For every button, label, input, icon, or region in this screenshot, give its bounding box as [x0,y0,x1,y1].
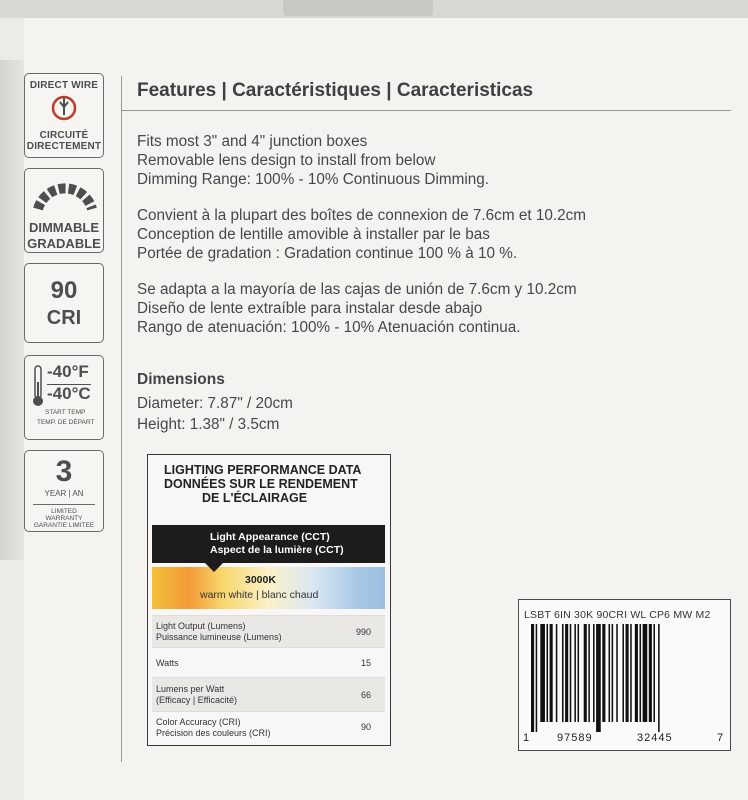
performance-title: LIGHTING PERFORMANCE DATA DONNÉES SUR LE RENDEMENT DE L'ÉCLAIRAGE [164,463,362,505]
wire-icon [49,93,79,123]
barcode-digit: 1 [523,732,530,744]
barcode-bar [588,624,590,722]
barcode-bar [626,624,629,722]
barcode-digit: 7 [717,732,724,744]
features-title: Features | Caractéristiques | Caracteristicas [137,80,534,101]
barcode-digit: 97589 [557,732,593,744]
dimensions-title: Dimensions [137,371,225,388]
diameter-text: Diameter: 7.87" / 20cm [137,395,293,412]
barcode-bar [531,624,534,732]
box-left-edge [0,60,24,560]
cct-value: 3000K [245,574,276,586]
barcode-bar [649,624,652,722]
barcode-bar [658,624,660,732]
start-temp-badge: -40°F -40°C START TEMP TEMP. DE DÉPART [24,355,104,440]
sku-text: LSBT 6IN 30K 90CRI WL CP6 MW M2 [524,609,711,621]
barcode-digit: 32445 [637,732,673,744]
direct-wire-badge: DIRECT WIRE CIRCUITÉ DIRECTEMENT [24,73,104,158]
features-english: Fits most 3" and 4" junction boxes Removable lens design to install from below Dimming Range: 100% - 10% Continuous Dimming. [137,133,489,188]
barcode-bar [609,624,611,722]
barcode-bar [596,624,601,732]
cct-description: warm white | blanc chaud [200,589,319,601]
cct-header-bar: Light Appearance (CCT) Aspect de la lumière (CCT) [152,525,385,563]
box-top-flap [283,0,433,16]
cri-badge: 90 CRI [24,263,104,343]
warranty-badge: 3 YEAR | AN LIMITED WARRANTY GARANTIE LIMITEE [24,450,104,532]
barcode-bar [593,624,595,722]
barcode-bar [578,624,580,722]
barcode-bar [635,624,638,722]
height-text: Height: 1.38" / 3.5cm [137,416,280,433]
barcode-bar [574,624,576,722]
barcode-bar [562,624,564,722]
table-row: Watts 15 [152,647,385,678]
barcode-bar [570,624,572,722]
barcode-bar [616,624,618,722]
features-french: Convient à la plupart des boîtes de connexion de 7.6cm et 10.2cm Conception de lentille amovible à installer par le bas Portée de gradation : Gradation continue 100 % à 10 %. [137,207,586,262]
barcode-label [518,599,731,751]
barcode-bar [640,624,642,722]
barcode-bar [547,624,549,722]
vertical-divider [121,76,122,762]
barcode-bar [630,624,632,722]
barcode-bar [556,624,558,722]
title-underline [121,110,731,111]
dimmable-badge: DIMMABLE GRADABLE [24,168,104,253]
performance-data-panel [147,454,391,746]
dimmer-arc-icon [30,175,98,215]
barcode-icon [531,624,719,732]
barcode-bar [622,624,624,722]
barcode-bar [565,624,568,722]
table-row: Light Output (Lumens) Puissance lumineuse (Lumens) 990 [152,615,385,648]
features-spanish: Se adapta a la mayoría de las cajas de unión de 7.6cm y 10.2cm Diseño de lente extraíble para instalar desde abajo Rango de atenuación: 100% - 10% Atenuación continua. [137,281,577,336]
barcode-bar [653,624,655,722]
table-row: Color Accuracy (CRI) Précision des couleurs (CRI) 90 [152,711,385,742]
thermometer-icon [31,364,45,408]
barcode-bar [643,624,648,722]
barcode-bar [602,624,605,722]
barcode-bar [536,624,538,732]
barcode-bar [550,624,553,722]
barcode-bar [612,624,614,722]
cct-pointer-icon [205,563,223,572]
barcode-bar [584,624,587,722]
table-row: Lumens per Watt (Efficacy | Efficacité) 66 [152,677,385,712]
barcode-bar [540,624,545,722]
